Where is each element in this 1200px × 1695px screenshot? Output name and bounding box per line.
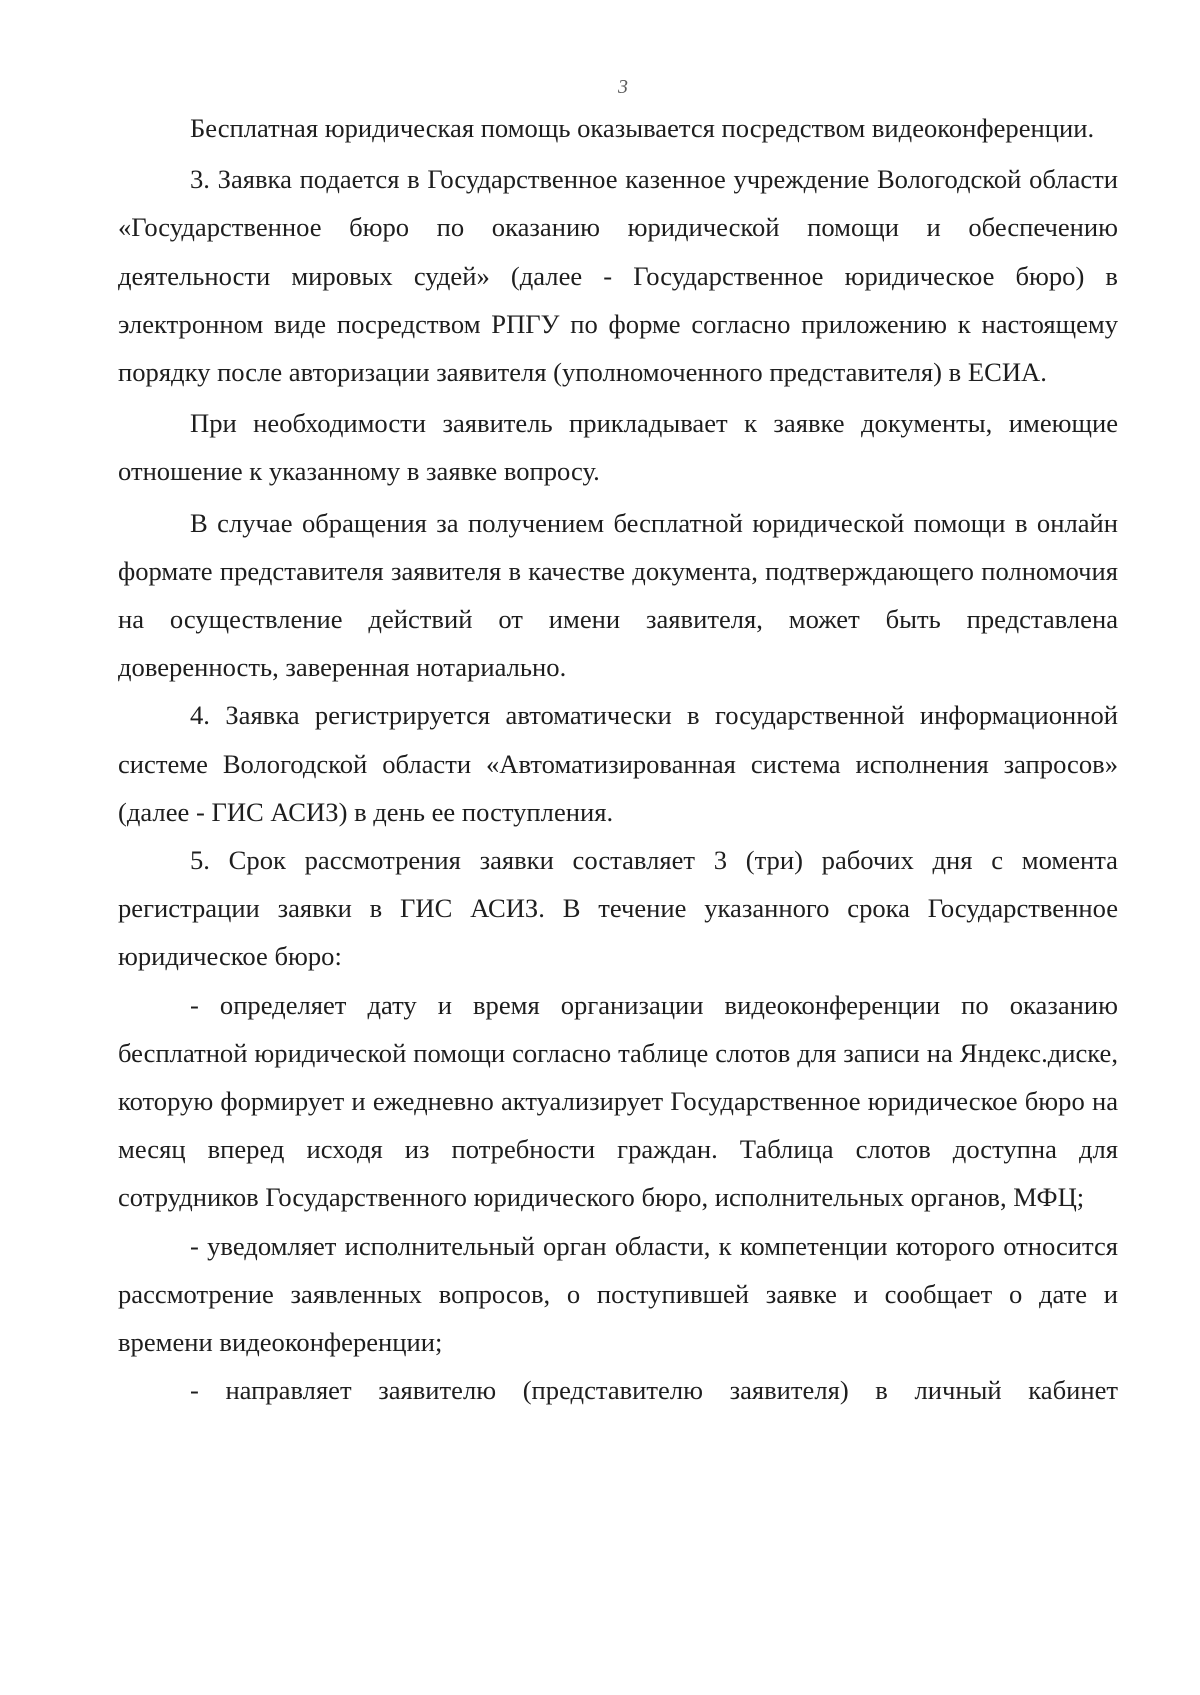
document-body	[118, 104, 1118, 1414]
paragraph-online-representative: В случае обращения за получением бесплатной юридической помощи в онлайн формате представителя заявителя в качестве документа, подтверждающего полномочия на осуществление действий от имени заявителя, может быть представлена доверенность, заверенная нотариально.	[118, 507, 1118, 683]
paragraph-bullet-date-time: - определяет дату и время организации видеоконференции по оказанию бесплатной юридической помощи согласно таблице слотов для записи на Яндекс.диске, которую формирует и ежедневно актуализирует Государственное юридическое бюро на месяц вперед исходя из потребности граждан. Таблица слотов доступна для сотрудников Государственного юридического бюро, исполнительных органов, МФЦ;	[118, 989, 1118, 1213]
paragraph-item-3-application: 3. Заявка подается в Государственное казенное учреждение Вологодской области «Государственное бюро по оказанию юридической помощи и обеспечению деятельности мировых судей» (далее - Государственное юридическое бюро) в электронном виде посредством РПГУ по форме согласно приложению к настоящему порядку после авторизации заявителя (уполномоченного представителя) в ЕСИА.	[118, 164, 1118, 388]
paragraph-item-5-review-period: 5. Срок рассмотрения заявки составляет 3 (три) рабочих дня с момента регистрации заявки в ГИС АСИЗ. В течение указанного срока Государственное юридическое бюро:	[118, 845, 1118, 972]
paragraph-bullet-send-to-applicant: - направляет заявителю (представителю заявителя) в личный кабинет	[190, 1375, 1118, 1406]
page-number: 3	[618, 76, 628, 98]
paragraph-item-4-registration: 4. Заявка регистрируется автоматически в государственной информационной системе Вологодской области «Автоматизированная система исполнения запросов» (далее - ГИС АСИЗ) в день ее поступления.	[118, 700, 1118, 827]
paragraph-free-legal-aid-video: Бесплатная юридическая помощь оказывается посредством видеоконференции.	[190, 113, 1095, 143]
paragraph-bullet-notify-authority: - уведомляет исполнительный орган области, к компетенции которого относится рассмотрение заявленных вопросов, о поступившей заявке и сообщает о дате и времени видеоконференции;	[118, 1230, 1118, 1358]
paragraph-attached-documents: При необходимости заявитель прикладывает к заявке документы, имеющие отношение к указанному в заявке вопросу.	[118, 408, 1118, 487]
